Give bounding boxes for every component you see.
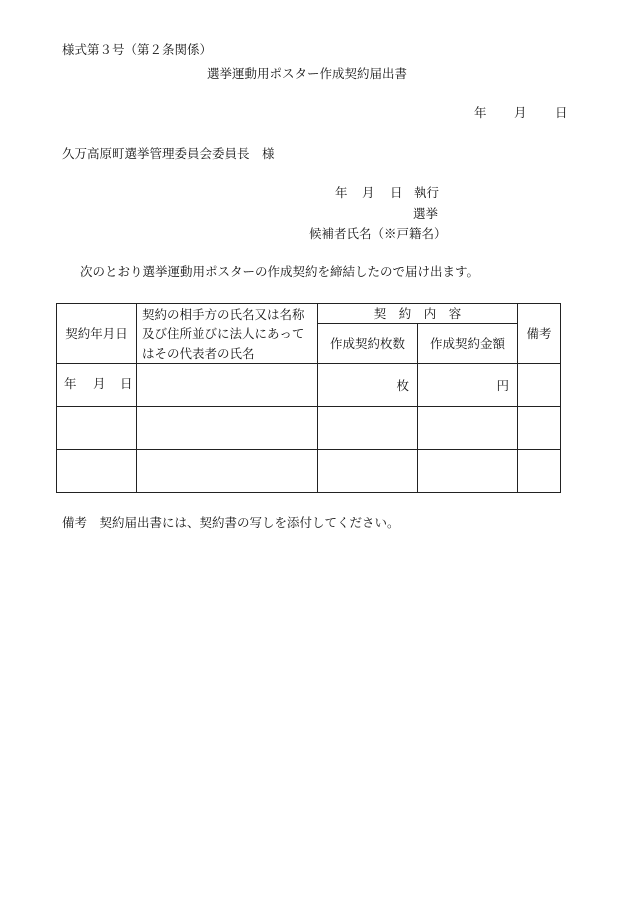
form-number: 様式第３号（第２条関係） bbox=[62, 42, 213, 57]
row-amount-cell[interactable] bbox=[418, 407, 518, 450]
election-executed-label: 執行 bbox=[414, 185, 440, 200]
header-contract-details: 契 約 内 容 bbox=[318, 304, 518, 324]
row-remarks-cell[interactable] bbox=[518, 450, 561, 493]
row-quantity-cell[interactable]: 枚 bbox=[318, 364, 418, 407]
election-day-label: 日 bbox=[390, 185, 403, 200]
contract-table bbox=[56, 303, 561, 493]
page-title: 選挙運動用ポスター作成契約届出書 bbox=[207, 66, 408, 81]
date-month-label: 月 bbox=[514, 105, 527, 120]
row-remarks-cell[interactable] bbox=[518, 407, 561, 450]
row-date-cell[interactable] bbox=[57, 450, 137, 493]
date-year-label: 年 bbox=[474, 105, 487, 120]
header-remarks: 備考 bbox=[518, 304, 561, 364]
date-day-label: 日 bbox=[555, 105, 568, 120]
row-amount-cell[interactable] bbox=[418, 450, 518, 493]
row-party-cell[interactable] bbox=[137, 407, 318, 450]
row-year-label: 年 bbox=[64, 376, 77, 392]
notes: 備考 契約届出書には、契約書の写しを添付してください。 bbox=[62, 515, 400, 530]
election-date-line bbox=[0, 187, 441, 201]
election-year-label: 年 bbox=[335, 185, 348, 200]
header-quantity: 作成契約枚数 bbox=[318, 324, 418, 364]
row-quantity-cell[interactable] bbox=[318, 450, 418, 493]
table-row bbox=[57, 364, 561, 407]
row-party-cell[interactable] bbox=[137, 450, 318, 493]
header-contract-party: 契約の相手方の氏名又は名称及び住所並びに法人にあってはその代表者の氏名 bbox=[137, 304, 318, 364]
table-row bbox=[57, 450, 561, 493]
row-date-cell[interactable] bbox=[57, 364, 137, 407]
row-remarks-cell[interactable] bbox=[518, 364, 561, 407]
statement: 次のとおり選挙運動用ポスターの作成契約を締結したので届け出ます。 bbox=[80, 264, 480, 279]
candidate-name-label: 候補者氏名（※戸籍名） bbox=[309, 226, 447, 241]
header-contract-date: 契約年月日 bbox=[57, 304, 137, 364]
row-amount-cell[interactable]: 円 bbox=[418, 364, 518, 407]
table-row bbox=[57, 407, 561, 450]
submission-date bbox=[0, 107, 569, 121]
row-party-cell[interactable] bbox=[137, 364, 318, 407]
row-month-label: 月 bbox=[93, 376, 106, 392]
row-quantity-cell[interactable] bbox=[318, 407, 418, 450]
row-day-label: 日 bbox=[120, 376, 133, 392]
election-month-label: 月 bbox=[362, 185, 375, 200]
election-label: 選挙 bbox=[413, 206, 439, 221]
recipient: 久万高原町選挙管理委員会委員長 様 bbox=[62, 146, 275, 161]
header-amount: 作成契約金額 bbox=[418, 324, 518, 364]
row-date-cell[interactable] bbox=[57, 407, 137, 450]
